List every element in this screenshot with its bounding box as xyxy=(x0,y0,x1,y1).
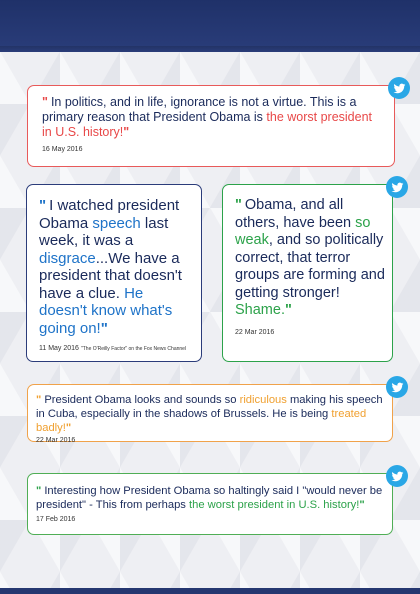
quote-card-1 xyxy=(27,85,395,167)
quote-1-date: 16 May 2016 xyxy=(42,146,83,153)
quote-3-text: " Obama, and all others, have been so weak, and so politically correct, that terror groups are forming and getting stronger! Shame." xyxy=(235,197,385,318)
quote-4-date: 22 Mar 2016 xyxy=(36,437,76,444)
twitter-bird-icon xyxy=(388,77,410,99)
quote-4-text: " President Obama looks and sounds so ridiculous making his speech in Cuba, especially in the shadows of Brussels. He is being treated badly!" xyxy=(36,394,383,434)
quote-card-2 xyxy=(26,184,202,362)
quote-1-text: " In politics, and in life, ignorance is not a virtue. This is a primary reason that President Obama is the worst president in U.S. history!" xyxy=(42,95,373,139)
quote-card-4 xyxy=(27,384,393,442)
quote-2-text: " I watched president Obama speech last week, it was a disgrace...We have a president that doesn't have a clue. He doesn't know what's going on!" xyxy=(39,197,182,337)
quote-1-highlight: the worst president in U.S. history! xyxy=(42,110,373,139)
quote-2-date: 11 May 2016 "The O'Reilly Factor" on the Fox News Channel xyxy=(39,345,187,352)
quote-5-text: " Interesting how President Obama so haltingly said I "would never be president" - This from perhaps the worst president in U.S. history!" xyxy=(36,485,383,511)
twitter-bird-icon xyxy=(386,465,408,487)
twitter-bird-icon xyxy=(386,176,408,198)
quote-card-5 xyxy=(27,473,393,535)
quote-card-3 xyxy=(222,184,393,362)
header-band xyxy=(0,0,420,52)
quote-5-date: 17 Feb 2016 xyxy=(36,516,76,523)
twitter-bird-icon xyxy=(386,376,408,398)
footer-band xyxy=(0,588,420,594)
quote-2-source: "The O'Reilly Factor" on the Fox News Channel xyxy=(80,346,187,352)
quote-3-date: 22 Mar 2016 xyxy=(235,328,275,336)
quote-mark: " xyxy=(42,95,48,109)
